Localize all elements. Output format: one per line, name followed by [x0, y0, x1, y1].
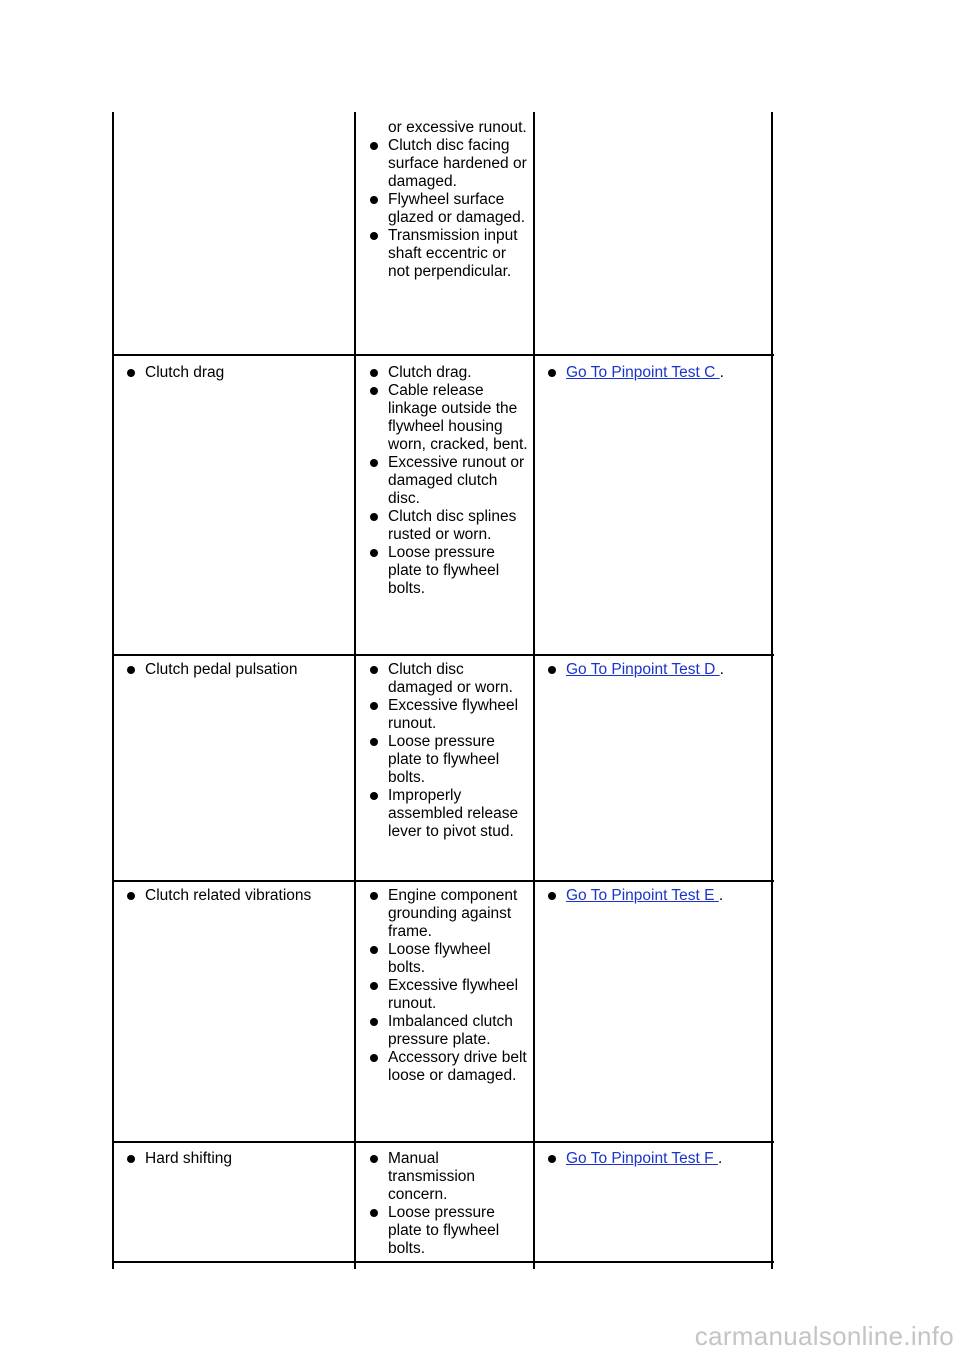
period: .	[719, 364, 724, 381]
causes-cell	[366, 887, 528, 1085]
period: .	[717, 1150, 723, 1167]
pinpoint-test-f-link[interactable]: Go To Pinpoint Test F	[566, 1150, 718, 1167]
table-border-left	[112, 112, 114, 1269]
row-divider	[112, 354, 774, 356]
watermark: carmanualsonline.info	[694, 1321, 954, 1351]
cause-item: Cable release linkage outside the flywheel housing worn, cracked, bent.	[366, 382, 528, 454]
symptom-cell	[123, 887, 348, 905]
causes-cell	[366, 661, 528, 841]
row-divider	[112, 1261, 774, 1263]
cause-item: Loose pressure plate to flywheel bolts.	[366, 544, 528, 598]
cause-item: Manual transmission concern.	[366, 1150, 528, 1204]
symptom-cell	[123, 364, 348, 382]
cause-item: Clutch drag.	[366, 364, 528, 382]
cause-item: Clutch disc damaged or worn.	[366, 661, 528, 697]
cause-item: Loose pressure plate to flywheel bolts.	[366, 733, 528, 787]
action-cell	[544, 364, 766, 382]
cause-item: Accessory drive belt loose or damaged.	[366, 1049, 528, 1085]
cause-item: Loose flywheel bolts.	[366, 941, 528, 977]
symptom-item: Clutch drag	[123, 364, 348, 382]
period: .	[718, 887, 724, 904]
symptom-item: Clutch pedal pulsation	[123, 661, 348, 679]
table-border-col2	[354, 112, 356, 1269]
cause-item: Clutch disc facing surface hardened or damaged.	[366, 137, 528, 191]
pinpoint-test-e-link[interactable]: Go To Pinpoint Test E	[566, 887, 719, 904]
causes-cell	[366, 364, 528, 598]
cause-item: Engine component grounding against frame.	[366, 887, 528, 941]
symptom-item: Hard shifting	[123, 1150, 348, 1168]
cause-item: Imbalanced clutch pressure plate.	[366, 1013, 528, 1049]
pinpoint-test-c-link[interactable]: Go To Pinpoint Test C	[566, 364, 720, 381]
cause-item: Loose pressure plate to flywheel bolts.	[366, 1204, 528, 1258]
table-border-right	[771, 112, 773, 1269]
symptom-cell	[123, 1150, 348, 1168]
action-cell	[544, 1150, 766, 1168]
row-divider	[112, 880, 774, 882]
action-item	[544, 364, 766, 382]
symptom-cell	[123, 661, 348, 679]
cause-item: Clutch disc splines rusted or worn.	[366, 508, 528, 544]
action-item	[544, 887, 766, 905]
causes-cell	[366, 1150, 528, 1258]
row-divider	[112, 1141, 774, 1143]
cause-item: Improperly assembled release lever to pivot stud.	[366, 787, 528, 841]
cause-continuation: or excessive runout.	[388, 119, 527, 136]
cause-item: Excessive flywheel runout.	[366, 977, 528, 1013]
cause-item: Transmission input shaft eccentric or not perpendicular.	[366, 227, 528, 281]
cause-item: Excessive flywheel runout.	[366, 697, 528, 733]
cause-item: Flywheel surface glazed or damaged.	[366, 191, 528, 227]
causes-cell	[366, 119, 528, 281]
symptom-item: Clutch related vibrations	[123, 887, 348, 905]
action-item	[544, 1150, 766, 1168]
row-divider	[112, 654, 774, 656]
table-border-col3	[533, 112, 535, 1269]
pinpoint-test-d-link[interactable]: Go To Pinpoint Test D	[566, 661, 720, 678]
cause-item: Excessive runout or damaged clutch disc.	[366, 454, 528, 508]
action-cell	[544, 887, 766, 905]
action-cell	[544, 661, 766, 679]
period: .	[719, 661, 724, 678]
action-item	[544, 661, 766, 679]
